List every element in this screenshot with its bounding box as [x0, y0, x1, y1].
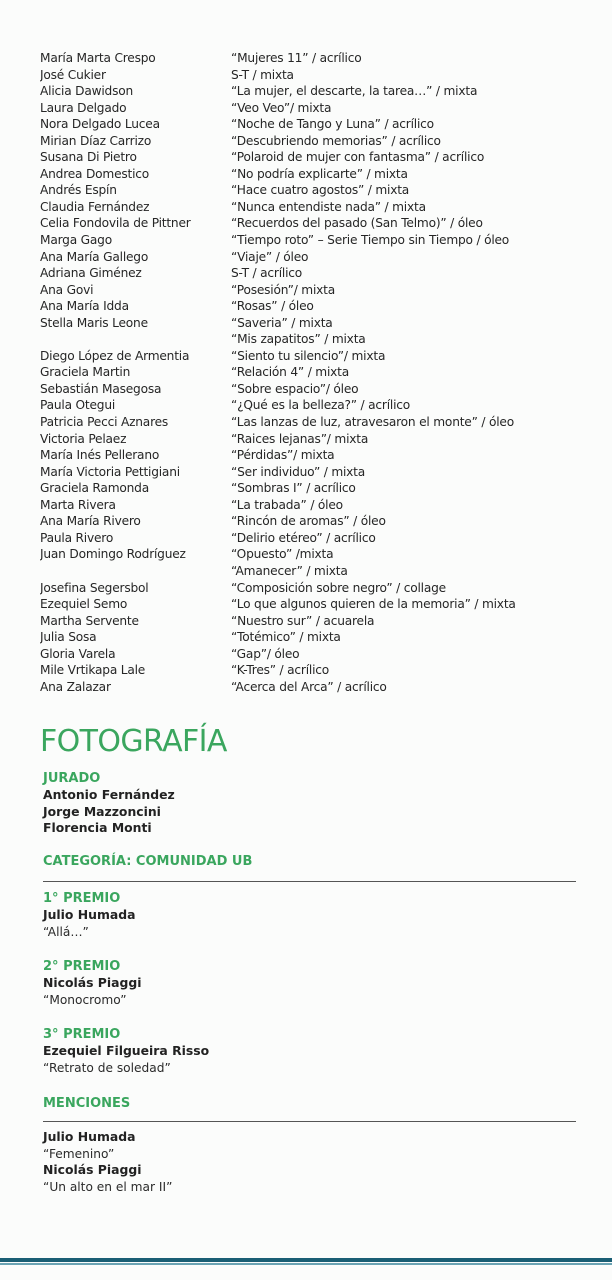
artist-name: Sebastián Masegosa — [40, 381, 162, 396]
work-row — [40, 298, 600, 315]
work-title: “Opuesto” /mixta — [231, 547, 334, 562]
work-row — [40, 646, 600, 663]
work-row — [40, 580, 600, 597]
work-title: S-T / acrílico — [231, 266, 303, 281]
artist-name: Patricia Pecci Aznares — [40, 415, 169, 430]
artist-name: Martha Servente — [40, 613, 139, 628]
artist-name: María Victoria Pettigiani — [40, 464, 180, 479]
work-row — [40, 596, 600, 613]
premio-3-block — [43, 1026, 209, 1076]
work-row — [40, 83, 600, 100]
artist-name: Ezequiel Semo — [40, 597, 128, 612]
mencion-name: Julio Humada — [43, 1129, 136, 1144]
menciones-list — [43, 1129, 172, 1195]
artist-name: Marga Gago — [40, 233, 112, 248]
work-row — [40, 315, 600, 332]
work-title: “Recuerdos del pasado (San Telmo)” / óleo — [231, 216, 483, 231]
categoria-block — [43, 853, 252, 870]
work-title: “Gap”/ óleo — [231, 646, 300, 661]
premio-winner: Julio Humada — [43, 907, 136, 922]
work-row — [40, 679, 600, 696]
work-title: “K-Tres” / acrílico — [231, 663, 330, 678]
artist-name: Juan Domingo Rodríguez — [40, 547, 186, 562]
work-row — [40, 497, 600, 514]
artist-name: Ana María Idda — [40, 299, 129, 314]
premio-winner: Ezequiel Filgueira Risso — [43, 1043, 210, 1058]
artist-name: Mile Vrtikapa Lale — [40, 663, 146, 678]
artist-name — [40, 331, 231, 348]
work-title: “Veo Veo”/ mixta — [231, 100, 332, 115]
footer-bar — [0, 1258, 612, 1262]
artist-name: Ana María Gallego — [40, 249, 149, 264]
work-row — [40, 629, 600, 646]
premio-label: 1° PREMIO — [43, 891, 121, 906]
artist-name: Paula Rivero — [40, 530, 114, 545]
work-title: “Rosas” / óleo — [231, 299, 314, 314]
work-row — [40, 447, 600, 464]
work-row — [40, 431, 600, 448]
artist-name: María Inés Pellerano — [40, 448, 160, 463]
work-title: “Lo que algunos quieren de la memoria” / mixta — [231, 597, 516, 612]
premio-label: 2° PREMIO — [43, 959, 121, 974]
jurado-member: Florencia Monti — [43, 820, 152, 835]
footer-bar-accent — [0, 1263, 612, 1265]
jurado-label: JURADO — [43, 771, 101, 786]
work-title: “Acerca del Arca” / acrílico — [231, 679, 387, 694]
jurado-member: Jorge Mazzoncini — [43, 803, 161, 819]
artist-name: Victoria Pelaez — [40, 431, 127, 446]
work-row — [40, 149, 600, 166]
artist-name: Julia Sosa — [40, 630, 97, 645]
work-title: “Saveria” / mixta — [231, 315, 333, 330]
artist-name: Mirian Díaz Carrizo — [40, 133, 152, 148]
work-title: “Sombras I” / acrílico — [231, 481, 356, 496]
work-row — [40, 100, 600, 117]
artist-name: Josefina Segersbol — [40, 580, 149, 595]
work-row — [40, 364, 600, 381]
work-title: “Relación 4” / mixta — [231, 365, 349, 380]
work-row — [40, 530, 600, 547]
premio-winner: Nicolás Piaggi — [43, 975, 142, 990]
work-title: “Raices lejanas”/ mixta — [231, 431, 369, 446]
premio-1-block — [43, 890, 135, 940]
artist-name: Stella Maris Leone — [40, 315, 148, 330]
artist-name: Graciela Martin — [40, 365, 131, 380]
work-title: “La trabada” / óleo — [231, 497, 343, 512]
work-title: “Amanecer” / mixta — [231, 563, 348, 578]
artist-name: Paula Otegui — [40, 398, 116, 413]
artist-name: Claudia Fernández — [40, 199, 150, 214]
divider — [43, 1121, 576, 1122]
work-row — [40, 232, 600, 249]
work-row — [40, 662, 600, 679]
premio-label: 3° PREMIO — [43, 1027, 121, 1042]
work-row — [40, 116, 600, 133]
artist-name: José Cukier — [40, 67, 106, 82]
work-row — [40, 133, 600, 150]
premio-2-block — [43, 958, 141, 1008]
work-title: “Mis zapatitos” / mixta — [231, 332, 366, 347]
jurado-member: Antonio Fernández — [43, 787, 175, 802]
mencion-title: “Un alto en el mar II” — [43, 1179, 173, 1194]
work-title: “Ser individuo” / mixta — [231, 464, 366, 479]
work-title: “Nunca entendiste nada” / mixta — [231, 199, 426, 214]
work-title: “Descubriendo memorias” / acrílico — [231, 133, 441, 148]
work-title: “Nuestro sur” / acuarela — [231, 613, 375, 628]
work-title: “¿Qué es la belleza?” / acrílico — [231, 398, 411, 413]
work-row — [40, 381, 600, 398]
artist-name: Laura Delgado — [40, 100, 127, 115]
work-row — [40, 613, 600, 630]
work-row — [40, 166, 600, 183]
work-row — [40, 249, 600, 266]
section-title-fotografia: FOTOGRAFÍA — [40, 724, 227, 759]
artist-name: Alicia Dawidson — [40, 84, 134, 99]
work-row — [40, 397, 600, 414]
work-title: “Tiempo roto” – Serie Tiempo sin Tiempo / óleo — [231, 233, 510, 248]
work-title: “Posesión”/ mixta — [231, 282, 336, 297]
work-title: “Sobre espacio”/ óleo — [231, 381, 359, 396]
artist-name: Marta Rivera — [40, 497, 116, 512]
artist-name: Ana Zalazar — [40, 679, 111, 694]
work-row — [40, 50, 600, 67]
work-title: “No podría explicarte” / mixta — [231, 166, 408, 181]
artist-name: Celia Fondovila de Pittner — [40, 216, 191, 231]
work-title: “La mujer, el descarte, la tarea…” / mixta — [231, 84, 478, 99]
work-row — [40, 464, 600, 481]
artist-name: Gloria Varela — [40, 646, 116, 661]
work-title: “Polaroid de mujer con fantasma” / acrílico — [231, 150, 485, 165]
premio-title: “Retrato de soledad” — [43, 1060, 171, 1075]
work-title: “Delirio etéreo” / acrílico — [231, 530, 376, 545]
work-row — [40, 182, 600, 199]
work-title: “Composición sobre negro” / collage — [231, 580, 446, 595]
mencion-title: “Femenino” — [43, 1146, 115, 1161]
mencion-name: Nicolás Piaggi — [43, 1162, 142, 1177]
menciones-block — [43, 1095, 130, 1112]
work-title: S-T / mixta — [231, 67, 294, 82]
work-row — [40, 215, 600, 232]
work-row — [40, 546, 600, 563]
work-title: “Siento tu silencio”/ mixta — [231, 348, 386, 363]
artist-name: Nora Delgado Lucea — [40, 117, 160, 132]
work-title: “Viaje” / óleo — [231, 249, 309, 264]
jurado-block — [43, 770, 175, 837]
work-row — [40, 67, 600, 84]
divider — [43, 881, 576, 882]
artist-name: Ana María Rivero — [40, 514, 141, 529]
work-row — [40, 348, 600, 365]
work-row — [40, 480, 600, 497]
artist-name: Diego López de Armentia — [40, 348, 190, 363]
artist-name — [40, 563, 231, 580]
artist-name: Ana Govi — [40, 282, 94, 297]
work-row — [40, 513, 600, 530]
work-title: “Noche de Tango y Luna” / acrílico — [231, 117, 434, 132]
work-row — [40, 331, 600, 348]
artist-name: María Marta Crespo — [40, 51, 156, 65]
work-title: “Totémico” / mixta — [231, 630, 341, 645]
works-list — [40, 50, 600, 695]
work-row — [40, 199, 600, 216]
artist-name: Adriana Giménez — [40, 266, 142, 281]
work-row — [40, 563, 600, 580]
premio-title: “Monocromo” — [43, 992, 127, 1007]
artist-name: Andrés Espín — [40, 183, 117, 198]
work-title: “Mujeres 11” / acrílico — [231, 51, 362, 65]
work-row — [40, 414, 600, 431]
work-row — [40, 265, 600, 282]
menciones-label: MENCIONES — [43, 1096, 131, 1111]
work-title: “Pérdidas”/ mixta — [231, 448, 335, 463]
artist-name: Graciela Ramonda — [40, 481, 149, 496]
categoria-label: CATEGORÍA: COMUNIDAD UB — [43, 854, 253, 869]
work-title: “Rincón de aromas” / óleo — [231, 514, 386, 529]
work-row — [40, 282, 600, 299]
artist-name: Susana Di Pietro — [40, 150, 137, 165]
premio-title: “Allá…” — [43, 924, 89, 939]
artist-name: Andrea Domestico — [40, 166, 150, 181]
work-title: “Las lanzas de luz, atravesaron el monte” / óleo — [231, 415, 514, 430]
work-title: “Hace cuatro agostos” / mixta — [231, 183, 410, 198]
